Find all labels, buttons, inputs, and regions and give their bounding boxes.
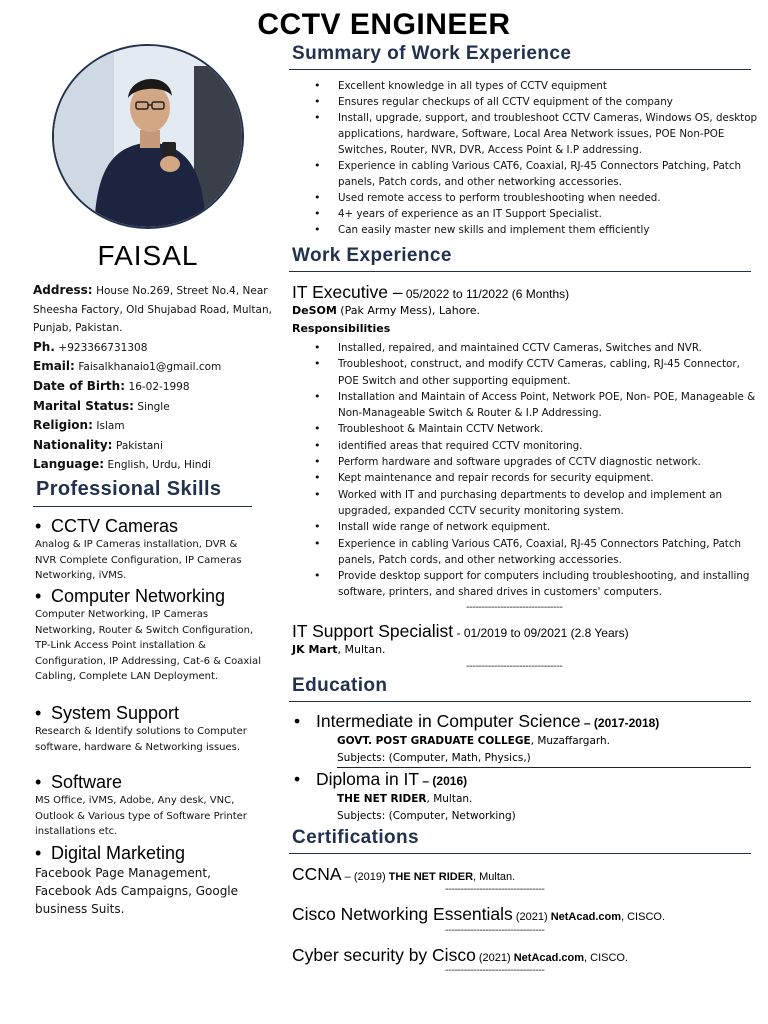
list-item: • Troubleshoot, construct, and modify CCTV Cameras, cabling, RJ-45 Connector, POE Switch and other supporting equipment. [312,356,758,389]
list-item: • Worked with IT and purchasing departments to develop and implement an upgraded, expanded CCTV security monitoring system. [312,487,758,520]
skill-item: • Computer Networking Computer Networking, IP Cameras Networking, Router & Switch Configuration, TP-Link Access Point installation & Configuration, IP Addressing, Cat-6 & Coaxial Cabling, Complete LAN Deployment. [35,586,261,682]
contact-email: Email: Faisalkhanaio1@gmail.com [33,359,222,374]
list-item: • Installation and Maintain of Access Point, Network POE, Non- POE, Manageable & Non-Manageable Switch & Router & I.P Addressing. [312,389,758,422]
list-item: • Troubleshoot & Maintain CCTV Network. [312,421,758,437]
certifications-heading: Certifications [292,827,420,848]
bullet-icon: • [35,586,42,606]
separator: ------------------------------- [466,661,563,672]
separator: ------------------------------- [466,602,563,613]
education-school: THE NET RIDER, Multan. [337,793,473,805]
education-school: GOVT. POST GRADUATE COLLEGE, Muzaffargarh. [337,735,611,747]
contact-phone: Ph. +923366731308 [33,339,148,354]
skills-heading: Professional Skills [36,478,222,500]
list-item: • Kept maintenance and repair records for security equipment. [312,470,758,486]
summary-divider [289,69,751,70]
separator: -------------------------------- [445,925,545,936]
list-item: • Provide desktop support for computers including troubleshooting, and installing software, printers, and shared drives in customers' computers. [312,568,758,601]
list-item: • Can easily master new skills and implement them efficiently [312,222,758,238]
skills-divider [33,506,252,507]
candidate-name: FAISAL [97,240,199,271]
list-item: • Used remote access to perform troubleshooting when needed. [312,190,758,206]
resume-title: CCTV ENGINEER [257,8,511,41]
skill-item: • CCTV Cameras Analog & IP Cameras installation, DVR & NVR Complete Configuration, IP Cameras Networking, iVMS. [35,516,242,581]
separator: -------------------------------- [445,965,545,976]
work-heading: Work Experience [292,245,452,266]
education-item-divider [337,767,751,768]
certifications-divider [289,853,751,854]
profile-photo [52,44,244,229]
job-company: JK Mart, Multan. [292,643,386,656]
bullet-icon: • [35,516,42,536]
bullet-icon: • [35,843,42,863]
summary-list [312,78,758,238]
contact-marital-status: Marital Status: Single [33,398,170,413]
list-item: • Install, upgrade, support, and troubleshoot CCTV Cameras, Windows OS, desktop applications, hardware, Software, Local Area Network issues, POE Non-POE Switches, Router, NVR, DVR, Access Point & I.P addressing. [312,110,758,158]
list-item: • 4+ years of experience as an IT Support Specialist. [312,206,758,222]
list-item: • Experience in cabling Various CAT6, Coaxial, RJ-45 Connectors Patching, Patch panels, Patch cords, and other networking accessories. [312,158,758,190]
job-company: DeSOM (Pak Army Mess), Lahore. [292,304,481,317]
job-title: IT Support Specialist - 01/2019 to 09/2021 (2.8 Years) [292,621,629,641]
contact-address: Address: House No.269, Street No.4, Near Sheesha Factory, Old Shujabad Road, Multan, Punjab, Pakistan. [33,283,272,335]
list-item: • Perform hardware and software upgrades of CCTV diagnostic network. [312,454,758,470]
profile-photo-illustration [54,46,244,229]
contact-religion: Religion: Islam [33,418,125,433]
education-subjects: Subjects: (Computer, Networking) [337,810,516,822]
list-item: • Experience in cabling Various CAT6, Coaxial, RJ-45 Connectors Patching, Patch panels, Patch cords, and other networking accessories. [312,536,758,569]
education-heading: Education [292,675,388,696]
list-item: • Install wide range of network equipment. [312,519,758,535]
list-item: • Installed, repaired, and maintained CCTV Cameras, Switches and NVR. [312,340,758,356]
skill-item: • Software MS Office, iVMS, Adobe, Any desk, VNC, Outlook & Various type of Software Printer installations etc. [35,772,247,837]
contact-nationality: Nationality: Pakistani [33,437,163,452]
contact-dob: Date of Birth: 16-02-1998 [33,378,190,393]
skill-item: • Digital Marketing Facebook Page Management, Facebook Ads Campaigns, Google business Suits. [35,843,239,916]
list-item: • Excellent knowledge in all types of CCTV equipment [312,78,758,94]
bullet-icon: • [35,772,42,792]
certification-item: Cyber security by Cisco (2021) NetAcad.com, CISCO. [292,945,629,965]
contact-details [33,281,283,475]
contact-language: Language: English, Urdu, Hindi [33,457,211,472]
certification-item: Cisco Networking Essentials (2021) NetAcad.com, CISCO. [292,904,666,924]
skill-item: • System Support Research & Identify solutions to Computer software, hardware & Networking issues. [35,703,247,753]
work-divider [289,271,751,272]
responsibilities-label: Responsibilities [292,322,391,335]
job-title: IT Executive – 05/2022 to 11/2022 (6 Months) [292,282,570,302]
bullet-icon: • [35,703,42,723]
summary-heading: Summary of Work Experience [292,43,572,64]
bullet-icon: • [294,769,301,789]
education-divider [289,701,751,702]
list-item: • identified areas that required CCTV monitoring. [312,438,758,454]
education-item: • Intermediate in Computer Science – (2017-2018) [294,711,660,731]
education-subjects: Subjects: (Computer, Math, Physics,) [337,752,531,764]
responsibilities-list [312,340,758,601]
bullet-icon: • [294,711,301,731]
certification-item: CCNA – (2019) THE NET RIDER, Multan. [292,864,516,884]
list-item: • Ensures regular checkups of all CCTV equipment of the company [312,94,758,110]
education-item: • Diploma in IT – (2016) [294,769,468,789]
separator: -------------------------------- [445,884,545,895]
